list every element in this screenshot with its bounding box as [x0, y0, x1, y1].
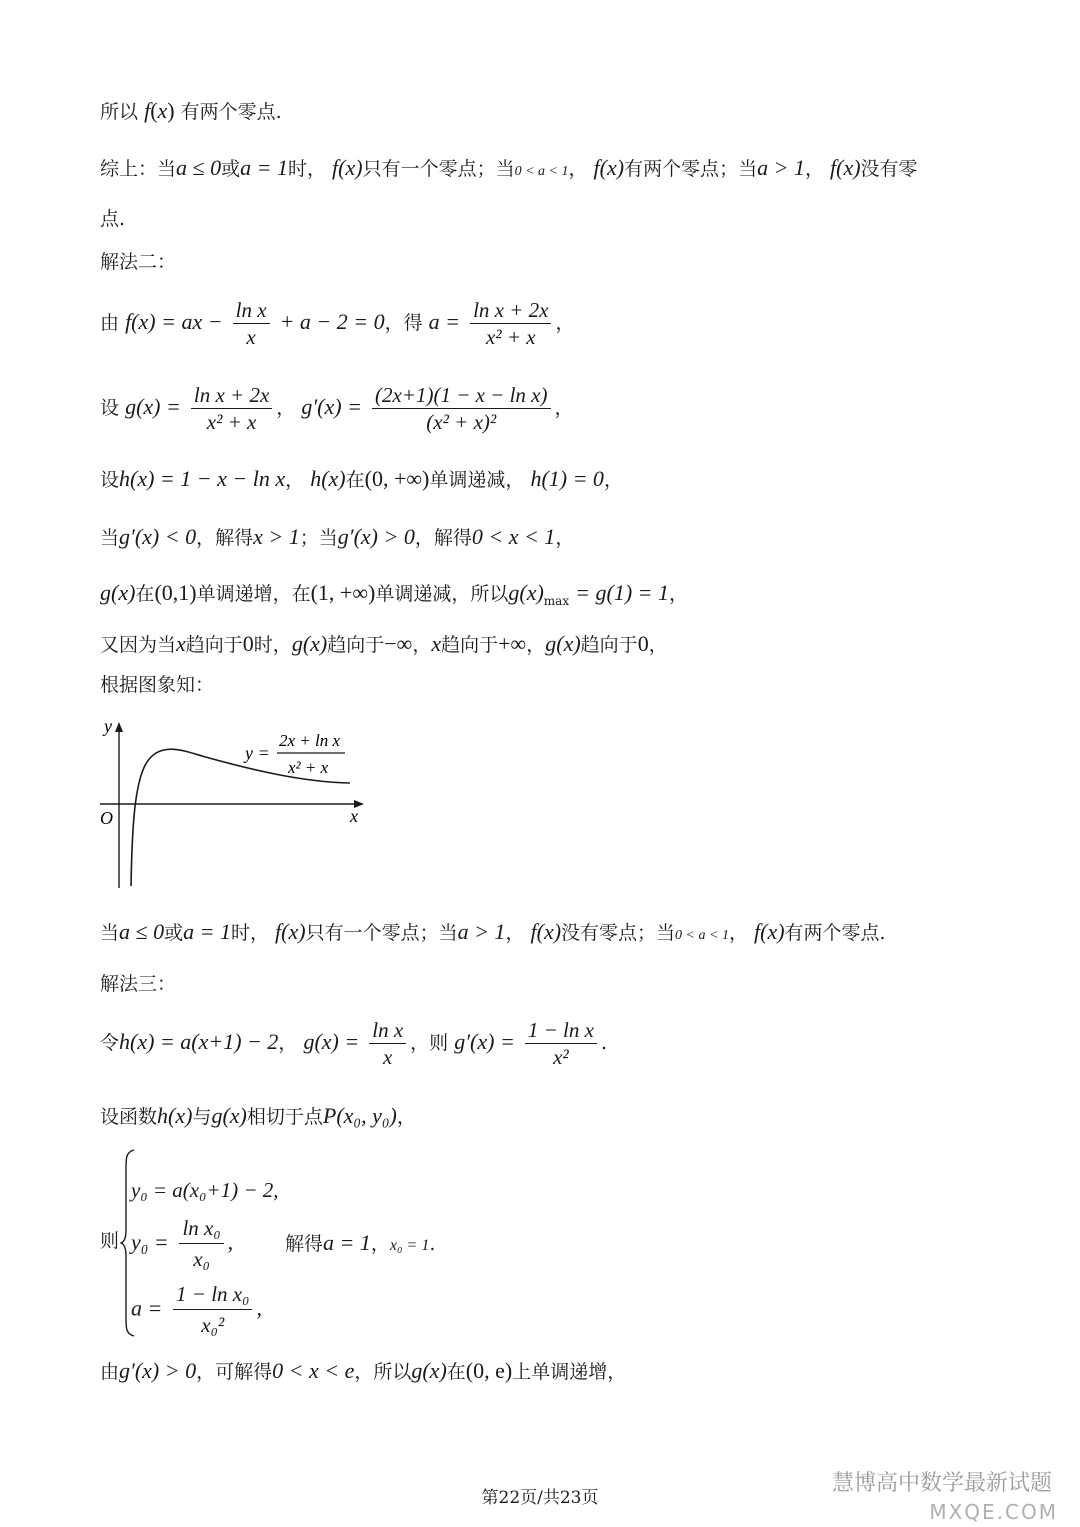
text-line-8: 当g′(x) < 0，解得x > 1；当g′(x) > 0，解得0 < x < 1，	[100, 524, 575, 549]
equation-line-5: 由 f(x) = ax − $\frac{\text{ln x}}{x}$ + a − 2 = 0，得 a = $\frac{\text{ln x + 2x}}{\text{x² + x}}$ ，	[100, 298, 575, 349]
text-line-17: 由g′(x) > 0，可解得0 < x < e，所以g(x)在(0, e)上单调递增，	[100, 1358, 627, 1383]
function-graph	[92, 712, 382, 892]
text-line-9: g(x)在(0,1)单调递增，在(1, +∞)单调递减，所以$g(x)_{max} = g(1) = 1$，	[100, 580, 689, 608]
fraction: $\frac{\text{ln x}}{x}$	[233, 300, 270, 348]
system-eq-2: y₀ = $\frac{\text{ln x₀}}{\text{x₀}}$ ,	[131, 1216, 234, 1271]
watermark: 慧博高中数学最新试题	[831, 1471, 1052, 1496]
text-ze: 则	[100, 1230, 120, 1252]
text-line-3: 点.	[100, 208, 126, 230]
equation-line-14: 令h(x) = a(x+1) − 2， g(x) = $\frac{\text{ln x}}{x}$ ，则 g′(x) = $\frac{\text{1 − ln x}}{\text{x²}}$ .	[100, 1018, 607, 1069]
solution-3-heading: 解法三：	[100, 973, 177, 995]
curve-label-lhs: y =	[245, 743, 270, 763]
text-line-12: 当a ≤ 0或a = 1时， f(x)只有一个零点；当a > 1， f(x)没有零点；当0 < a < 1， f(x)有两个零点.	[100, 919, 886, 944]
fraction: $\frac{\text{1 − ln x}}{\text{x²}}$	[525, 1020, 597, 1068]
solution-2-heading: 解法二：	[100, 251, 177, 273]
watermark-url: MXQE.COM	[929, 1500, 1058, 1524]
equation-line-6: 设 g(x) = $\frac{\text{ln x + 2x}}{\text{x² + x}}$ ， g′(x) = $\frac{\text{(2x+1)(1 − x − ln x)}}{\text{(x² + x)²}}$ ，	[100, 383, 574, 434]
math-f: f	[144, 98, 151, 123]
fraction: $\frac{\text{(2x+1)(1 − x − ln x)}}{\text{(x² + x)²}}$	[372, 385, 551, 433]
text-line-7: 设h(x) = 1 − x − ln x， h(x)在(0, +∞)单调递减， h(1) = 0，	[100, 466, 623, 491]
text-line-15: 设函数h(x)与g(x)相切于点P(x₀, y₀)，	[100, 1103, 416, 1128]
page-footer: 第22页/共23页	[481, 1488, 599, 1508]
text-line-2: 综上：当a ≤ 0或a = 1时， f(x)只有一个零点；当0 < a < 1， f(x)有两个零点；当a > 1， f(x)没有零	[100, 155, 918, 180]
text-line-11: 根据图象知：	[100, 674, 215, 696]
text-line-1: 所以 f(x) 有两个零点.	[100, 98, 282, 123]
system-eq-3: a = $\frac{\text{1 − ln x₀}}{\text{x₀²}}$ ,	[131, 1282, 262, 1337]
fraction: $\frac{\text{ln x + 2x}}{\text{x² + x}}$	[470, 300, 551, 348]
fraction: $\frac{\text{1 − ln x₀}}{\text{x₀²}}$	[173, 1282, 252, 1338]
origin-label: O	[100, 808, 113, 828]
curve-label-den: x² + x	[288, 758, 329, 777]
fraction: $\frac{\text{ln x₀}}{\text{x₀}}$	[179, 1216, 223, 1272]
curve-label-num: 2x + ln x	[279, 731, 341, 750]
solve-result: 解得a = 1，x₀ = 1.	[285, 1230, 436, 1255]
y-label: y	[104, 716, 112, 736]
fraction: $\frac{\text{ln x + 2x}}{\text{x² + x}}$	[191, 385, 272, 433]
y-axis-arrow	[115, 722, 123, 732]
fraction: $\frac{\text{ln x}}{x}$	[369, 1020, 406, 1068]
system-eq-1: y₀ = a(x₀+1) − 2,	[131, 1178, 279, 1202]
text-line-10: 又因为当x趋向于0时，g(x)趋向于−∞，x趋向于+∞，g(x)趋向于0，	[100, 631, 668, 656]
x-label: x	[350, 806, 358, 826]
